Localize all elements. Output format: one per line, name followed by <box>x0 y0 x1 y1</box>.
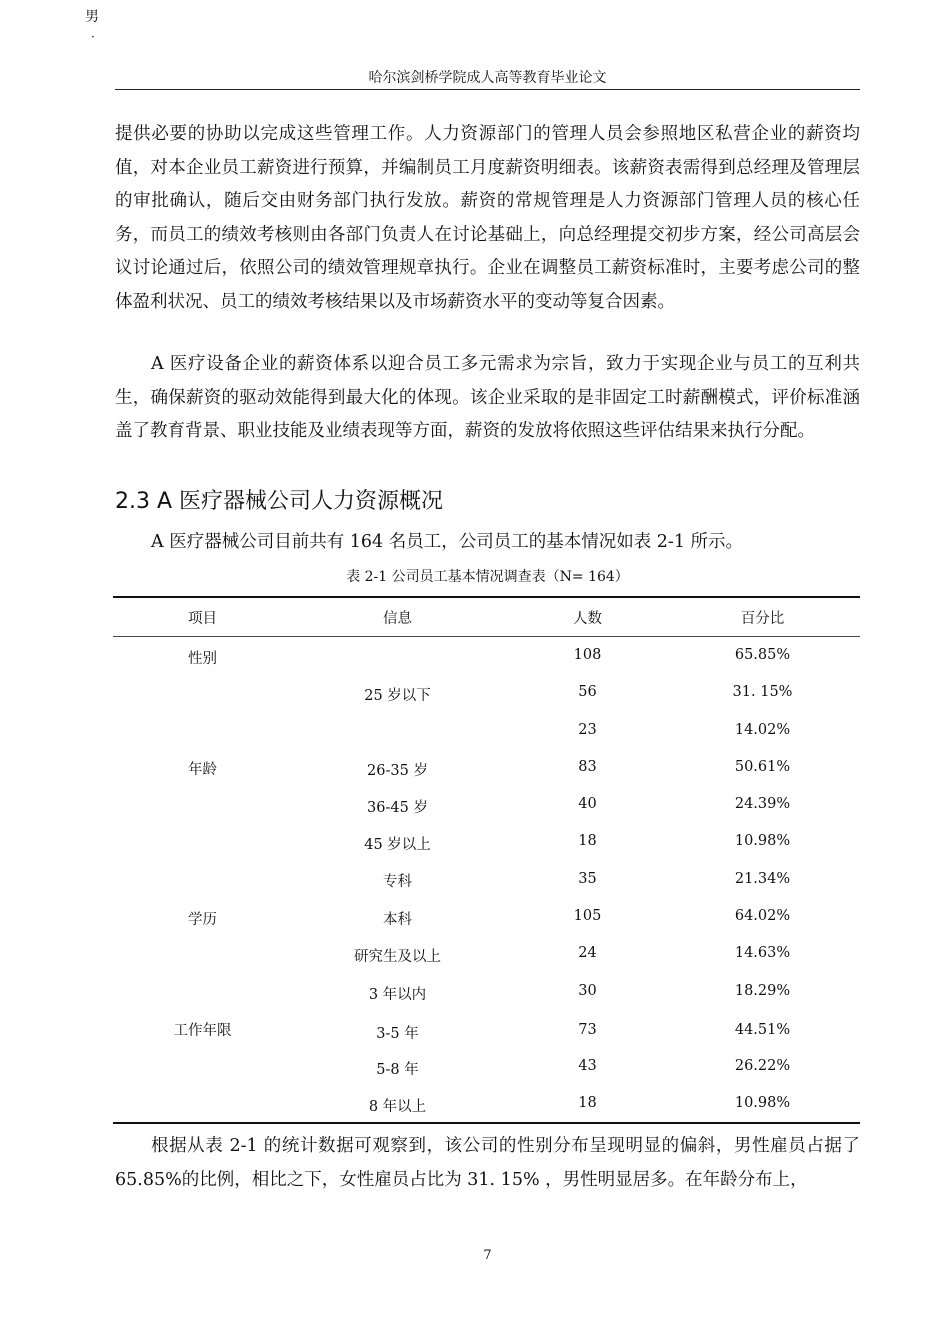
table-header-item: 项目 <box>188 611 217 627</box>
group-gender: 性别 <box>188 651 217 667</box>
row-info: 5-8 年 <box>376 1062 419 1078</box>
row-info: 36-45 岁 <box>367 800 428 816</box>
row-info: 26-35 岁 <box>367 763 428 779</box>
row-info: 专科 <box>383 874 412 890</box>
row-percent: 24.39% <box>734 796 791 812</box>
row-percent: 14.63% <box>734 945 791 961</box>
row-count: 35 <box>578 871 597 887</box>
row-count: 83 <box>578 759 597 775</box>
row-percent: 64.02% <box>734 908 791 924</box>
row-count: 23 <box>578 722 597 738</box>
running-header: 哈尔滨剑桥学院成人高等教育毕业论文 <box>368 70 607 86</box>
paragraph-3: A 医疗器械公司目前共有 164 名员工，公司员工的基本情况如表 2-1 所示。 <box>151 532 744 552</box>
group-age: 年龄 <box>188 762 217 778</box>
header-rule <box>115 89 860 90</box>
row-count: 56 <box>578 684 597 700</box>
table-bottom-rule <box>113 1122 860 1124</box>
row-percent: 31. 15% <box>732 684 793 700</box>
row-info: 3 年以内 <box>368 987 427 1003</box>
row-info: 3-5 年 <box>376 1026 419 1042</box>
table-header-percent: 百分比 <box>740 611 785 627</box>
row-percent: 65.85% <box>734 647 791 663</box>
row-info: 45 岁以上 <box>364 837 431 853</box>
page-number: 7 <box>483 1248 492 1263</box>
paragraph-2: A 医疗设备企业的薪资体系以迎合员工多元需求为宗旨，致力于实现企业与员工的互利共生，确保薪资的驱动效能得到最大化的体现。该企业采取的是非固定工时薪酬模式，评价标准涵盖了教育背景、职业技能及业绩表现等方面，薪资的发放将依照这些评估结果来执行分配。 <box>115 354 860 441</box>
row-percent: 10.98% <box>734 1095 791 1111</box>
row-count: 18 <box>578 833 597 849</box>
table-header-info: 信息 <box>383 611 412 627</box>
table-header-count: 人数 <box>573 611 602 627</box>
row-count: 73 <box>578 1022 597 1038</box>
row-percent: 21.34% <box>734 871 791 887</box>
corner-dot: · <box>91 30 95 44</box>
row-percent: 26.22% <box>734 1058 791 1074</box>
row-count: 43 <box>578 1058 597 1074</box>
row-count: 108 <box>573 647 602 663</box>
table-header-rule <box>113 636 860 637</box>
row-percent: 44.51% <box>734 1022 791 1038</box>
row-count: 30 <box>578 983 597 999</box>
row-percent: 14.02% <box>734 722 791 738</box>
row-info: 25 岁以下 <box>364 688 431 704</box>
row-info: 研究生及以上 <box>354 949 441 965</box>
row-info: 本科 <box>383 912 412 928</box>
row-percent: 18.29% <box>734 983 791 999</box>
corner-mark: 男 <box>85 9 99 25</box>
group-tenure: 工作年限 <box>173 1023 232 1039</box>
table-top-rule <box>113 596 860 598</box>
row-percent: 10.98% <box>734 833 791 849</box>
row-count: 105 <box>573 908 602 924</box>
row-count: 40 <box>578 796 597 812</box>
group-education: 学历 <box>188 912 217 928</box>
table-caption: 表 2-1 公司员工基本情况调查表（N= 164） <box>346 569 629 585</box>
paragraph-1: 提供必要的协助以完成这些管理工作。人力资源部门的管理人员会参照地区私营企业的薪资均值，对本企业员工薪资进行预算，并编制员工月度薪资明细表。该薪资表需得到总经理及管理层的审批确认，随后交由财务部门执行发放。薪资的常规管理是人力资源部门管理人员的核心任务，而员工的绩效考核则由各部门负责人在讨论基础上，向总经理提交初步方案，经公司高层会议讨论通过后，依照公司的绩效管理规章执行。企业在调整员工薪资标准时，主要考虑公司的整体盈利状况、员工的绩效考核结果以及市场薪资水平的变动等复合因素。 <box>115 124 860 312</box>
paragraph-4: 根据从表 2-1 的统计数据可观察到，该公司的性别分布呈现明显的偏斜，男性雇员占据了 65.85%的比例，相比之下，女性雇员占比为 31. 15% ，男性明显居多。在年龄分布上， <box>115 1136 860 1190</box>
row-count: 24 <box>578 945 597 961</box>
row-percent: 50.61% <box>734 759 791 775</box>
row-info: 8 年以上 <box>368 1099 427 1115</box>
section-title: 2.3 A 医疗器械公司人力资源概况 <box>115 489 444 514</box>
row-count: 18 <box>578 1095 597 1111</box>
